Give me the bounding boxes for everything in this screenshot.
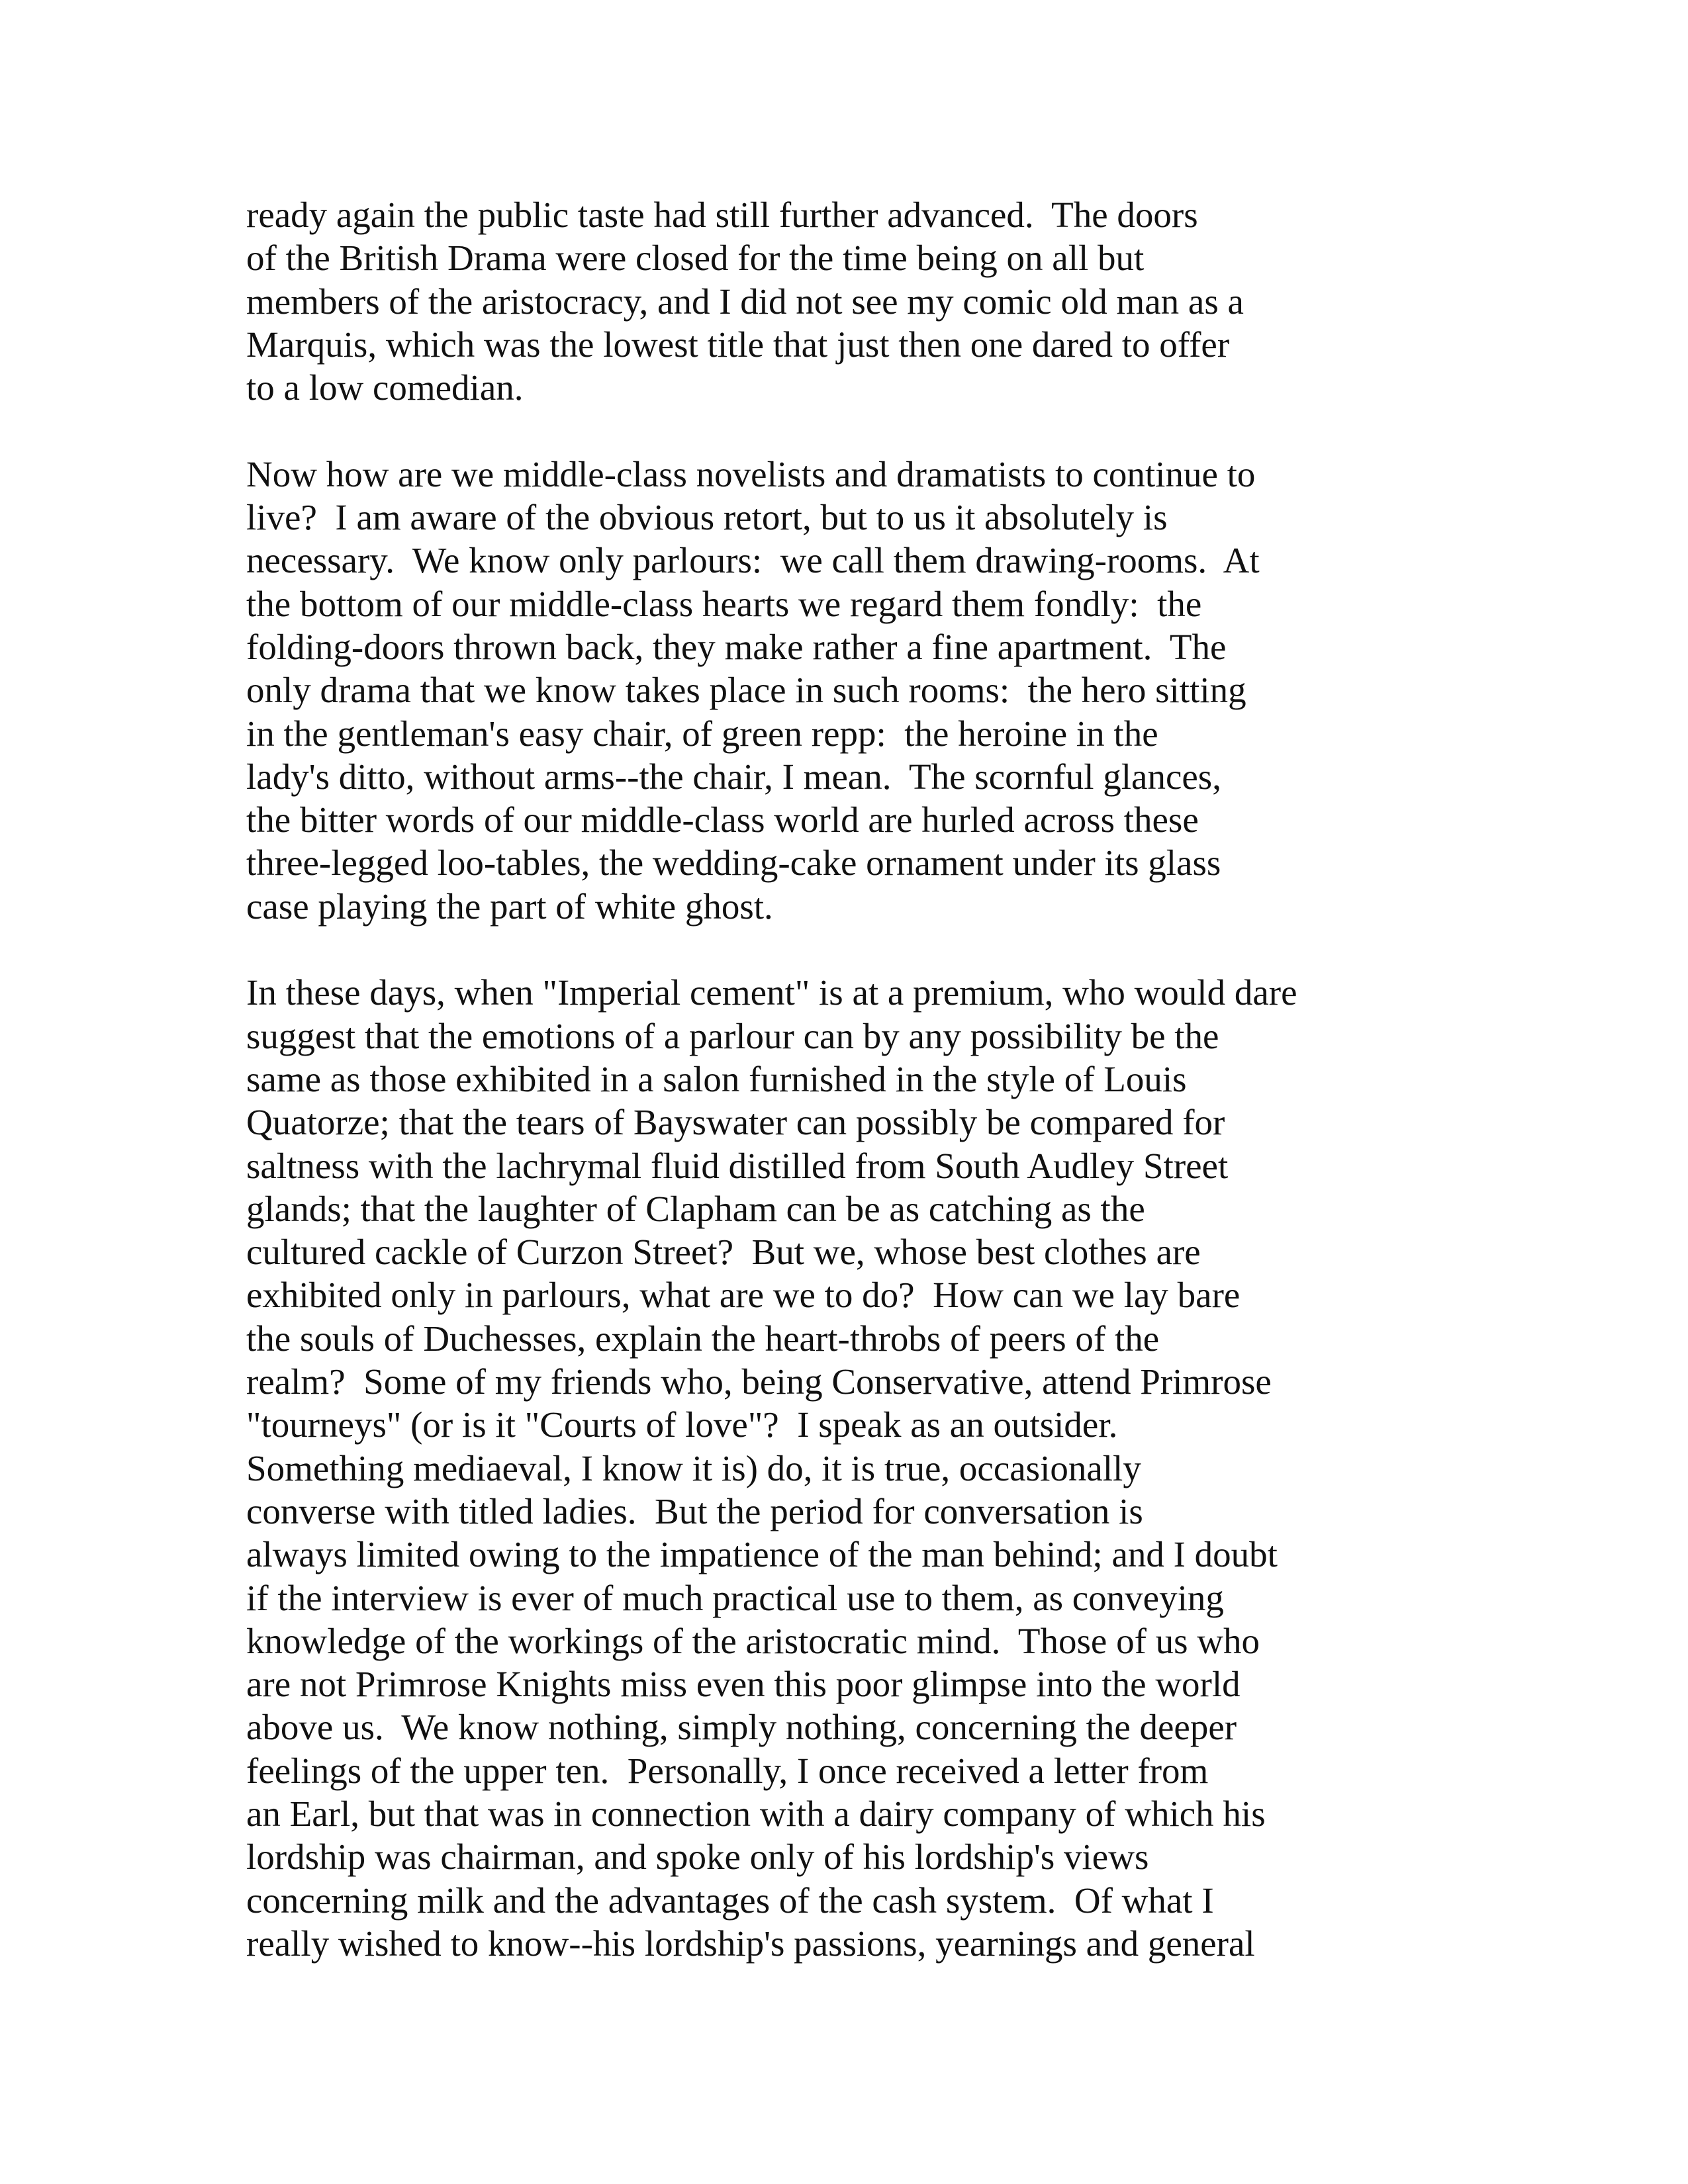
text-line: the souls of Duchesses, explain the heart-throbs of peers of the <box>246 1318 1160 1359</box>
text-line: if the interview is ever of much practical use to them, as conveying <box>246 1577 1224 1618</box>
text-line: knowledge of the workings of the aristocratic mind. Those of us who <box>246 1620 1260 1661</box>
text-line: an Earl, but that was in connection with a dairy company of which his <box>246 1793 1266 1834</box>
text-line: really wished to know--his lordship's passions, yearnings and general <box>246 1923 1255 1964</box>
text-line: realm? Some of my friends who, being Conservative, attend Primrose <box>246 1361 1272 1402</box>
text-line: folding-doors thrown back, they make rather a fine apartment. The <box>246 626 1227 667</box>
text-line: exhibited only in parlours, what are we to do? How can we lay bare <box>246 1275 1241 1316</box>
text-line: three-legged loo-tables, the wedding-cake ornament under its glass <box>246 842 1221 884</box>
text-line: members of the aristocracy, and I did not see my comic old man as a <box>246 281 1244 322</box>
text-line: case playing the part of white ghost. <box>246 886 773 927</box>
text-line: lady's ditto, without arms--the chair, I mean. The scornful glances, <box>246 756 1221 797</box>
text-line: live? I am aware of the obvious retort, but to us it absolutely is <box>246 497 1168 538</box>
paragraph-3 <box>246 971 1570 1965</box>
text-line: converse with titled ladies. But the period for conversation is <box>246 1490 1143 1531</box>
text-line: in the gentleman's easy chair, of green repp: the heroine in the <box>246 713 1158 754</box>
paragraph-1 <box>246 193 1570 409</box>
text-line: saltness with the lachrymal fluid distilled from South Audley Street <box>246 1145 1229 1186</box>
text-line: ready again the public taste had still further advanced. The doors <box>246 195 1198 235</box>
text-line: glands; that the laughter of Clapham can be as catching as the <box>246 1188 1145 1229</box>
text-line: Marquis, which was the lowest title that just then one dared to offer <box>246 324 1230 365</box>
paragraph-2 <box>246 453 1570 928</box>
text-line: above us. We know nothing, simply nothing, concerning the deeper <box>246 1707 1237 1748</box>
text-line: In these days, when "Imperial cement" is at a premium, who would dare <box>246 972 1297 1013</box>
text-line: of the British Drama were closed for the time being on all but <box>246 238 1145 279</box>
text-line: are not Primrose Knights miss even this poor glimpse into the world <box>246 1664 1241 1705</box>
text-line: Something mediaeval, I know it is) do, it is true, occasionally <box>246 1447 1141 1488</box>
text-line: same as those exhibited in a salon furnished in the style of Louis <box>246 1058 1187 1099</box>
text-line: to a low comedian. <box>246 367 524 408</box>
text-line: lordship was chairman, and spoke only of his lordship's views <box>246 1837 1149 1878</box>
text-line: the bitter words of our middle-class world are hurled across these <box>246 799 1199 841</box>
text-line: Now how are we middle-class novelists and dramatists to continue to <box>246 453 1256 494</box>
text-line: cultured cackle of Curzon Street? But we, whose best clothes are <box>246 1232 1201 1273</box>
text-line: suggest that the emotions of a parlour can by any possibility be the <box>246 1015 1219 1056</box>
text-line: feelings of the upper ten. Personally, I once received a letter from <box>246 1750 1209 1791</box>
text-line: "tourneys" (or is it "Courts of love"? I speak as an outsider. <box>246 1404 1118 1445</box>
text-line: only drama that we know takes place in such rooms: the hero sitting <box>246 670 1246 711</box>
text-line: necessary. We know only parlours: we call them drawing-rooms. At <box>246 540 1260 581</box>
body-text <box>246 193 1570 1965</box>
text-line: always limited owing to the impatience of the man behind; and I doubt <box>246 1534 1278 1575</box>
text-line: concerning milk and the advantages of the cash system. Of what I <box>246 1880 1214 1921</box>
text-line: the bottom of our middle-class hearts we regard them fondly: the <box>246 583 1202 624</box>
text-line: Quatorze; that the tears of Bayswater can possibly be compared for <box>246 1102 1225 1143</box>
